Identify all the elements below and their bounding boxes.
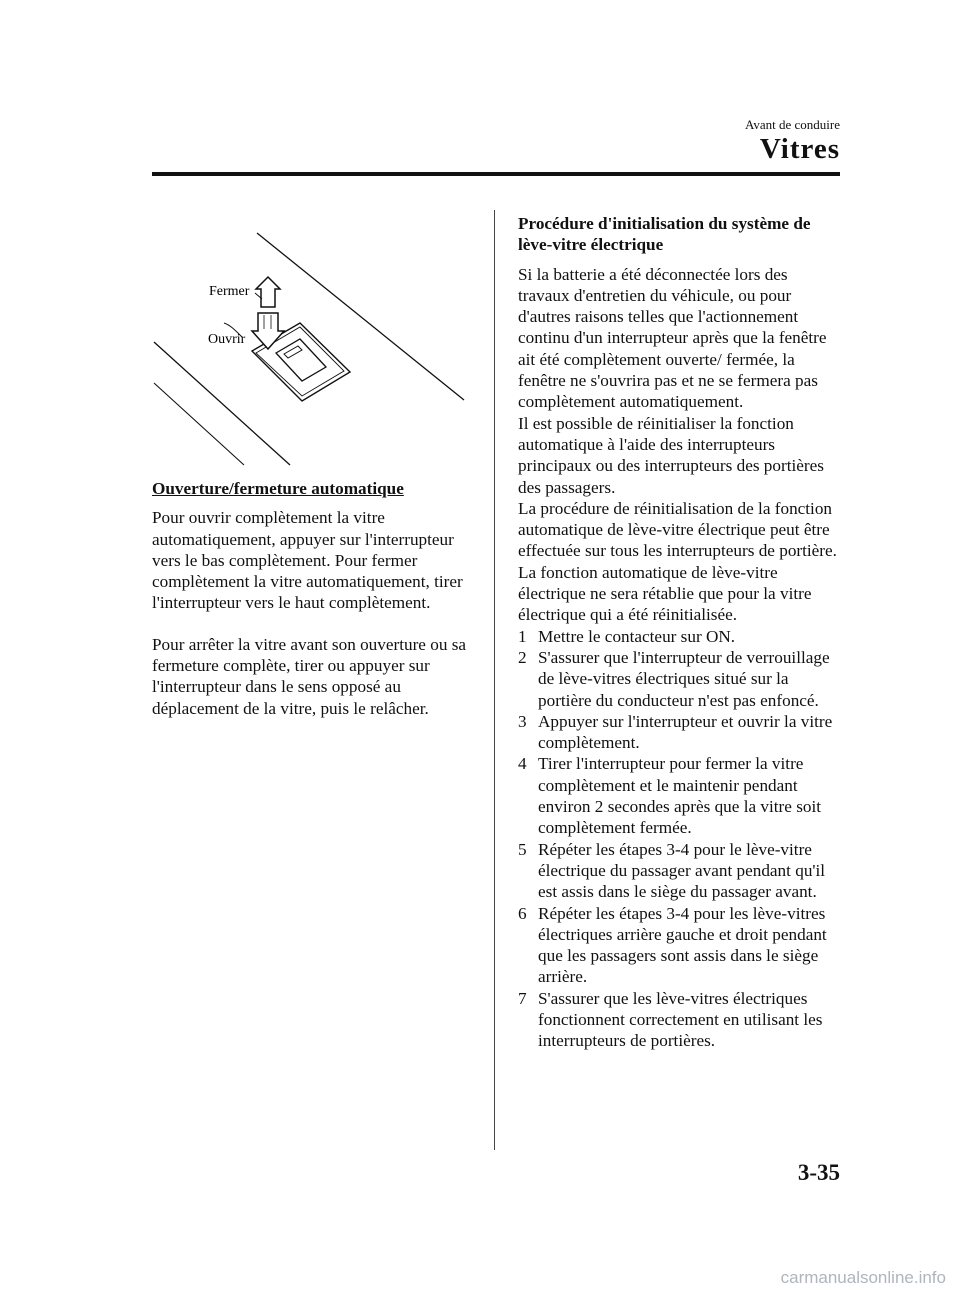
step-item (518, 988, 843, 1052)
column-divider (494, 210, 495, 1150)
right-column (518, 213, 843, 1052)
step-number: 4 (518, 754, 527, 774)
step-number: 1 (518, 626, 527, 646)
step-number: 3 (518, 711, 527, 731)
header-rule (152, 172, 840, 176)
step-number: 7 (518, 988, 527, 1008)
step-item (518, 839, 843, 903)
step-item (518, 626, 843, 647)
auto-open-close-heading: Ouverture/fermeture automatique (152, 479, 404, 498)
step-text: S'assurer que l'interrupteur de verrouillage de lève-vitres électriques situé sur la portière du conducteur n'est pas enfoncé. (538, 647, 830, 710)
watermark: carmanualsonline.info (780, 1268, 946, 1287)
header-section: Avant de conduire (744, 117, 840, 132)
page-number: 3-35 (797, 1160, 840, 1185)
left-column (152, 478, 472, 719)
header-title: Vitres (759, 133, 840, 165)
auto-open-close-paragraph: Pour ouvrir complètement la vitre automatiquement, appuyer sur l'interrupteur vers le bas complètement. Pour fermer complètement la vitre automatiquement, tirer l'interrupteur vers le haut complètement. (152, 508, 463, 613)
step-item (518, 711, 843, 754)
step-text: S'assurer que les lève-vitres électriques fonctionnent correctement en utilisant les interrupteurs de portières. (538, 988, 823, 1051)
initialization-steps (518, 626, 843, 1052)
step-number: 5 (518, 839, 527, 859)
initialization-heading: Procédure d'initialisation du système de lève-vitre électrique (518, 214, 811, 255)
step-item (518, 903, 843, 988)
step-item (518, 647, 843, 711)
label-close: Fermer (209, 284, 250, 299)
stop-window-paragraph: Pour arrêter la vitre avant son ouverture ou sa fermeture complète, tirer ou appuyer sur l'interrupteur dans le sens opposé au déplacement de la vitre, puis le relâcher. (152, 634, 467, 718)
window-switch-illustration (152, 225, 472, 475)
step-text: Appuyer sur l'interrupteur et ouvrir la vitre complètement. (538, 711, 833, 753)
step-number: 6 (518, 903, 527, 923)
initialization-intro: Si la batterie a été déconnectée lors des travaux d'entretien du véhicule, ou pour d'autres raisons telles que l'actionnement continu d'un interrupteur après que la fenêtre ait été complètement ouverte/ fermée, la fenêtre ne s'ouvrira pas et ne se fermera pas complètement automatiquement. (518, 264, 827, 412)
step-text: Mettre le contacteur sur ON. (538, 626, 736, 646)
label-open: Ouvrir (208, 332, 246, 347)
step-text: Répéter les étapes 3-4 pour les lève-vitres électriques arrière gauche et droit pendant que les passagers sont assis dans le siège arrière. (538, 903, 827, 987)
step-item (518, 753, 843, 838)
step-text: Répéter les étapes 3-4 pour le lève-vitre électrique du passager avant pendant qu'il est assis dans le siège du passager avant. (538, 839, 826, 902)
initialization-procedure-info: La procédure de réinitialisation de la fonction automatique de lève-vitre électrique peut être effectuée sur tous les interrupteurs de portière. La fonction automatique de lève-vitre électrique ne sera rétablie que pour la vitre électrique qui a été réinitialisée. (518, 498, 837, 625)
window-switch-drawing (152, 225, 472, 475)
initialization-reset-info: Il est possible de réinitialiser la fonction automatique à l'aide des interrupteurs principaux ou des interrupteurs des portières des passagers. (518, 413, 824, 497)
step-text: Tirer l'interrupteur pour fermer la vitre complètement et le maintenir pendant environ 2 secondes après que la vitre soit complètement fermée. (538, 754, 822, 838)
step-number: 2 (518, 647, 527, 667)
